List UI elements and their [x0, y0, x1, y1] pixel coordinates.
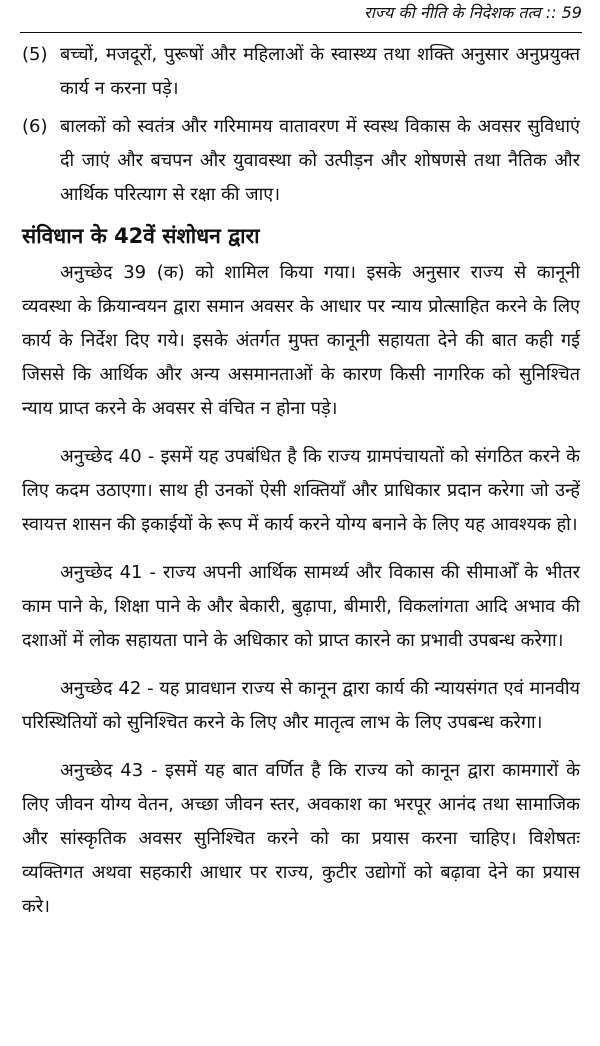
page-body — [22, 38, 580, 938]
paragraph-article-39a: अनुच्छेद 39 (क) को शामिल किया गया। इसके अनुसार राज्य से कानूनी व्यवस्था के क्रियान्वयन द्वारा समान अवसर के आधार पर न्याय प्रोत्साहित करने के लिए कार्य के निर्देश दिए गये। इसके अंतर्गत मुफ्त कानूनी सहायता देने की बात कही गई जिससे कि आर्थिक और अन्य असमानताओं के कारण किसी नागरिक को सुनिश्चित न्याय प्राप्त करने के अवसर से वंचित न होना पड़े। — [22, 262, 580, 419]
list-item-text: बालकों को स्वतंत्र और गरिमामय वातावरण में स्वस्थ विकास के अवसर सुविधाएं दी जाएं और बचपन और युवावस्था को उत्पीड़न और शोषणसे तथा नैतिक और आर्थिक परित्याग से रक्षा की जाए। — [60, 116, 580, 205]
list-item-text: बच्चों, मजदूरों, पुरूषों और महिलाओं के स्वास्थ्य तथा शक्ति अनुसार अनुप्रयुक्त कार्य न करना पड़े। — [60, 44, 580, 99]
paragraph-article-42: अनुच्छेद 42 - यह प्रावधान राज्य से कानून द्वारा कार्य की न्यायसंगत एवं मानवीय परिस्थितियों को सुनिश्चित करने के लिए और मातृत्व लाभ के लिए उपबन्ध करेगा। — [22, 678, 580, 733]
running-header: राज्य की नीति के निदेशक तत्व :: 59 — [364, 3, 582, 22]
section-heading: संविधान के 42वें संशोधन द्वारा — [22, 224, 260, 248]
header-rule — [20, 32, 582, 33]
list-item-number: (5) — [22, 44, 48, 65]
paragraph-article-41: अनुच्छेद 41 - राज्य अपनी आर्थिक सामर्थ्य और विकास की सीमाओँ के भीतर काम पाने के, शिक्षा पाने के और बेकारी, बुढ़ापा, बीमारी, विकलांगता आदि अभाव की दशाओं में लोक सहायता पाने के अधिकार को प्राप्त कारने का प्रभावी उपबन्ध करेगा। — [22, 562, 580, 651]
list-item-5 — [22, 38, 580, 106]
list-item-6 — [22, 110, 580, 212]
paragraph-article-43: अनुच्छेद 43 - इसमें यह बात वर्णित है कि राज्य को कानून द्वारा कामगारों के लिए जीवन योग्य वेतन, अच्छा जीवन स्तर, अवकाश का भरपूर आनंद तथा सामाजिक और सांस्कृतिक अवसर सुनिश्चित करने को का प्रयास करना चाहिए। विशेषतः व्यक्तिगत अथवा सहकारी आधार पर राज्य, कुटीर उद्योगों को बढ़ावा देने का प्रयास करे। — [22, 760, 580, 917]
paragraph-article-40: अनुच्छेद 40 - इसमें यह उपबंधित है कि राज्य ग्रामपंचायतों को संगठित करने के लिए कदम उठाएगा। साथ ही उनकों ऐसी शक्तियाँ और प्राधिकार प्रदान करेगा जो उन्हें स्वायत्त शासन की इकाईयों के रूप में कार्य करने योग्य बनाने के लिए यह आवश्यक हो। — [22, 446, 580, 535]
list-item-number: (6) — [22, 116, 48, 137]
